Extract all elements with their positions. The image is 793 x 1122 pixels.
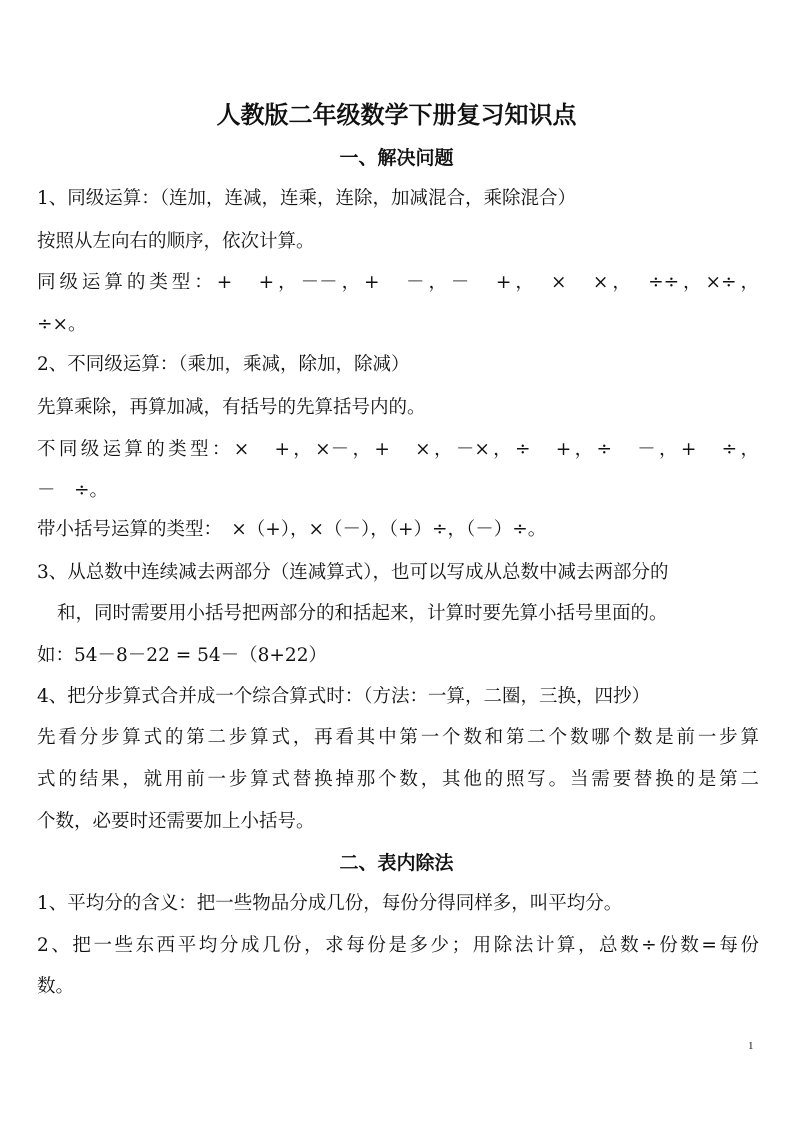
paragraph-line: 先算乘除，再算加减，有括号的先算括号内的。	[37, 397, 426, 418]
paragraph-line: 和，同时需要用小括号把两部分的和括起来，计算时要先算小括号里面的。	[57, 603, 668, 624]
paragraph-line: 4、把分步算式合并成一个综合算式时：（方法：一算，二圈，三换，四抄）	[37, 686, 651, 707]
paragraph-line: 1、同级运算：（连加，连减，连乘，连除，加减混合，乘除混合）	[37, 188, 577, 209]
paragraph-line: 3、从总数中连续减去两部分（连减算式），也可以写成从总数中减去两部分的	[37, 562, 669, 583]
paragraph-line: － ÷。	[37, 480, 109, 501]
paragraph-line: 个数，必要时还需要加上小括号。	[37, 811, 315, 832]
paragraph-line: 先看分步算式的第二步算式，再看其中第一个数和第二个数哪个数是前一步算	[37, 727, 759, 748]
page-number: 1	[748, 1040, 754, 1052]
section-heading-solve-problems: 一、解决问题	[339, 147, 454, 169]
paragraph-line: 按照从左向右的顺序，依次计算。	[37, 231, 315, 252]
section-heading-division: 二、表内除法	[339, 852, 454, 874]
paragraph-line: 1、平均分的含义：把一些物品分成几份，每份分得同样多，叫平均分。	[37, 893, 623, 914]
paragraph-line: 如：54－8－22 = 54－（8+22）	[37, 645, 327, 666]
paragraph-line: 同级运算的类型：+ +，－－，+ －，－ +， × ×， ÷÷，×÷，	[37, 272, 759, 293]
paragraph-line: 2、不同级运算：（乘加，乘减，除加，除减）	[37, 354, 410, 375]
paragraph-line: 数。	[37, 976, 75, 997]
paragraph-line: 带小括号运算的类型： ×（+），×（－），（+）÷，（－）÷。	[37, 519, 547, 540]
document-title: 人教版二年级数学下册复习知识点	[216, 101, 577, 129]
paragraph-line: 不同级运算的类型：× +，×－，+ ×，－×，÷ +，÷ －，+ ÷，	[37, 439, 759, 460]
paragraph-line: ÷×。	[37, 314, 87, 335]
paragraph-line: 式的结果，就用前一步算式替换掉那个数，其他的照写。当需要替换的是第二	[37, 769, 759, 790]
paragraph-line: 2、把一些东西平均分成几份，求每份是多少；用除法计算，总数÷份数=每份	[37, 935, 759, 956]
